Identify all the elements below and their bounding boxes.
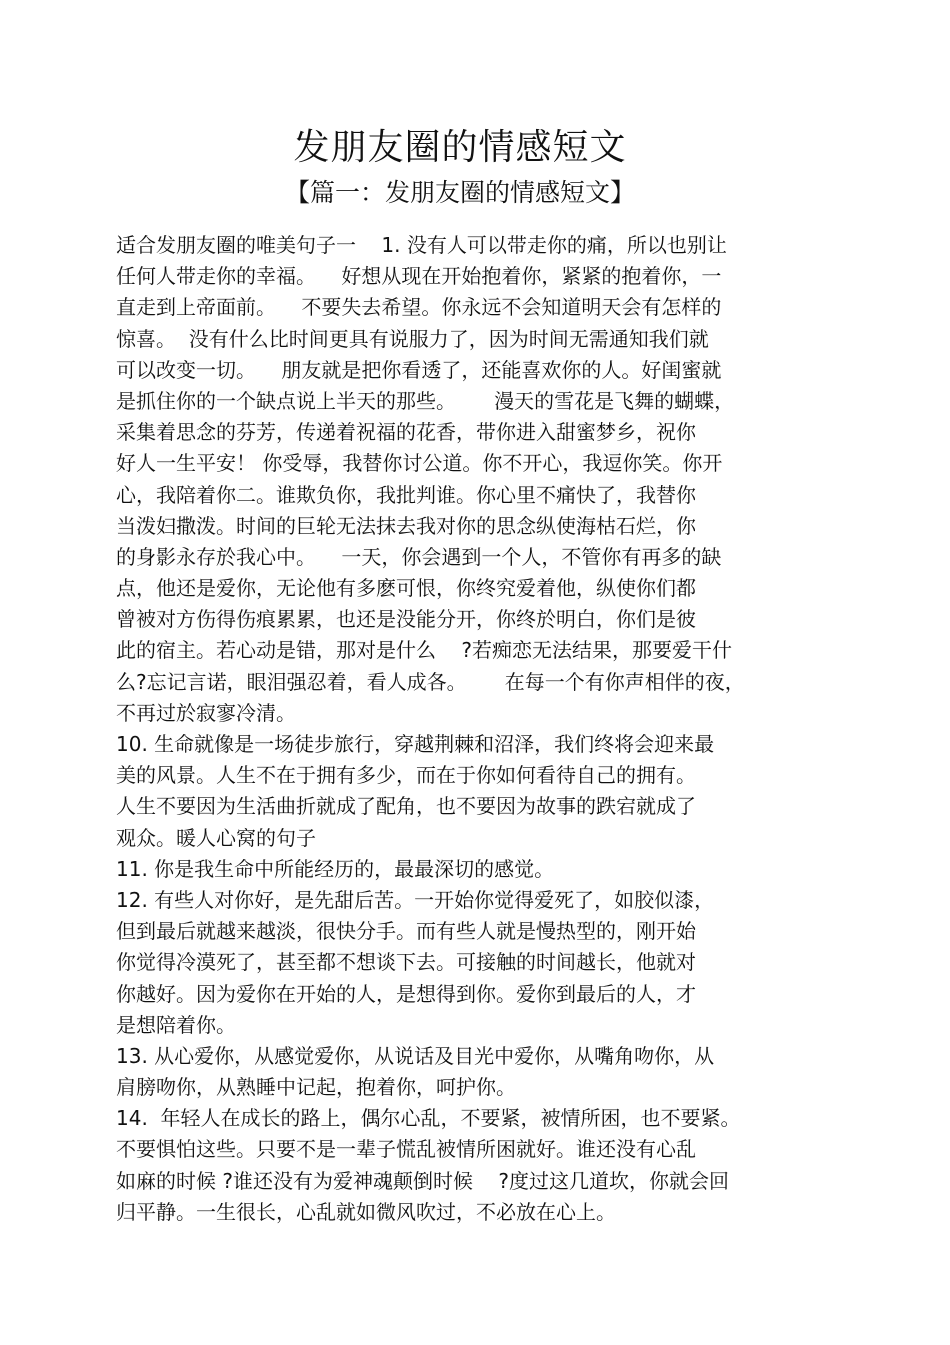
text-line: 直走到上帝面前。 不要失去希望。你永远不会知道明天会有怎样的 <box>116 295 722 320</box>
text-line: 么?忘记言诺，眼泪强忍着，看人成各。 在每一个有你声相伴的夜， <box>116 669 745 694</box>
text-line: 如麻的时候 ?谁还没有为爱神魂颠倒时候 ?度过这几道坎，你就会回 <box>116 1168 730 1193</box>
text-line: 观众。暖人心窝的句子 <box>116 825 316 850</box>
text-line: 你觉得冷漠死了，甚至都不想谈下去。可接触的时间越长，他就对 <box>116 950 696 975</box>
text-line: 美的风景。人生不在于拥有多少，而在于你如何看待自己的拥有。 <box>116 763 696 788</box>
text-line: 你越好。因为爱你在开始的人，是想得到你。爱你到最后的人，才 <box>116 981 696 1006</box>
text-line: 但到最后就越来越淡，很快分手。而有些人就是慢热型的，刚开始 <box>116 919 696 944</box>
text-line: 当泼妇撒泼。时间的巨轮无法抹去我对你的思念纵使海枯石烂，你 <box>116 513 696 538</box>
text-line: 12. 有些人对你好，是先甜后苦。一开始你觉得爱死了，如胶似漆， <box>116 887 715 912</box>
text-line: 采集着思念的芬芳，传递着祝福的花香，带你进入甜蜜梦乡，祝你 <box>116 420 696 445</box>
text-line: 此的宿主。若心动是错，那对是什么 ?若痴恋无法结果，那要爱干什 <box>116 638 733 663</box>
text-line: 心，我陪着你二。谁欺负你，我批判谁。你心里不痛快了，我替你 <box>116 482 696 507</box>
text-line: 惊喜。 没有什么比时间更具有说服力了，因为时间无需通知我们就 <box>116 326 709 351</box>
document-body <box>116 230 806 1228</box>
text-line: 13. 从心爱你，从感觉爱你，从说话及目光中爱你，从嘴角吻你，从 <box>116 1043 715 1068</box>
text-line: 任何人带走你的幸福。 好想从现在开始抱着你，紧紧的抱着你，一 <box>116 264 722 289</box>
text-line: 的身影永存於我心中。 一天，你会遇到一个人，不管你有再多的缺 <box>116 544 722 569</box>
text-line: 可以改变一切。 朋友就是把你看透了，还能喜欢你的人。好闺蜜就 <box>116 357 722 382</box>
text-line: 不再过於寂寥冷清。 <box>116 700 296 725</box>
text-line: 10. 生命就像是一场徒步旅行，穿越荆棘和沼泽，我们终将会迎来最 <box>116 732 715 756</box>
text-line: 点，他还是爱你，无论他有多麽可恨，你终究爱着他，纵使你们都 <box>116 576 696 601</box>
text-line: 肩膀吻你，从熟睡中记起，抱着你，呵护你。 <box>116 1075 516 1100</box>
text-line: 适合发朋友圈的唯美句子一 1. 没有人可以带走你的痛，所以也别让 <box>116 233 727 257</box>
text-line: 归平静。一生很长，心乱就如微风吹过，不必放在心上。 <box>116 1199 616 1224</box>
text-line: 不要惧怕这些。只要不是一辈子慌乱被情所困就好。谁还没有心乱 <box>116 1137 696 1162</box>
text-line: 是想陪着你。 <box>116 1012 236 1037</box>
document-subtitle: 【篇一：发朋友圈的情感短文】 <box>284 178 635 207</box>
text-line: 是抓住你的一个缺点说上半天的那些。 漫天的雪花是飞舞的蝴蝶， <box>116 388 735 413</box>
text-line: 人生不要因为生活曲折就成了配角，也不要因为故事的跌宕就成了 <box>116 794 696 819</box>
text-line: 14. 年轻人在成长的路上，偶尔心乱，不要紧，被情所困，也不要紧。 <box>116 1106 741 1131</box>
text-line: 11. 你是我生命中所能经历的，最最深切的感觉。 <box>116 856 555 881</box>
document-title: 发朋友圈的情感短文 <box>293 127 627 168</box>
text-line: 曾被对方伤得伤痕累累，也还是没能分开，你终於明白，你们是彼 <box>116 607 696 632</box>
text-line: 好人一生平安！ 你受辱，我替你讨公道。你不开心，我逗你笑。你开 <box>116 451 723 476</box>
